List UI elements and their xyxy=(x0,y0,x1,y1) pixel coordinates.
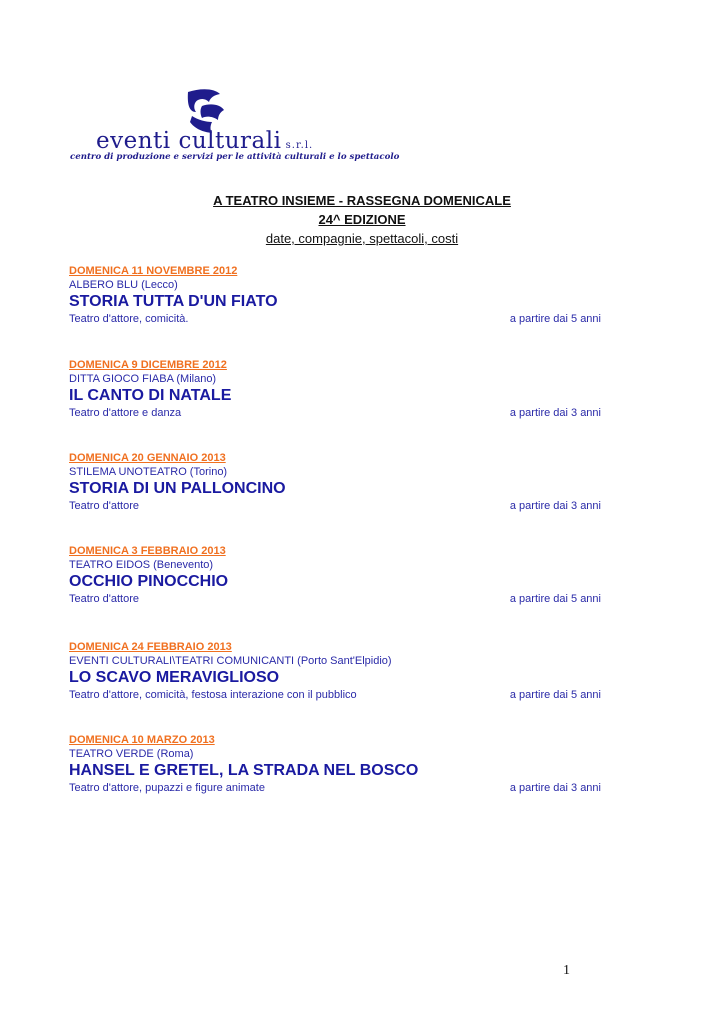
event-company: DITTA GIOCO FIABA (Milano) xyxy=(69,373,217,385)
event-title: STORIA TUTTA D'UN FIATO xyxy=(69,293,278,310)
event-genre: Teatro d'attore, comicità. xyxy=(69,313,189,325)
edition-heading: 24^ EDIZIONE xyxy=(318,212,406,227)
page-subtitle: date, compagnie, spettacoli, costi xyxy=(265,231,459,246)
event-age: a partire dai 3 anni xyxy=(509,407,601,419)
event-details xyxy=(69,499,601,513)
eventi-culturali-logo-icon xyxy=(180,86,228,134)
event-title: IL CANTO DI NATALE xyxy=(69,387,232,404)
event-details xyxy=(69,312,601,326)
event-entry xyxy=(69,264,601,326)
event-date: DOMENICA 24 FEBBRAIO 2013 xyxy=(69,641,232,653)
event-genre: Teatro d'attore xyxy=(69,593,139,605)
event-company: EVENTI CULTURALI\TEATRI COMUNICANTI (Porto Sant'Elpidio) xyxy=(69,655,392,667)
event-entry xyxy=(69,544,601,606)
event-age: a partire dai 3 anni xyxy=(509,500,601,512)
event-details xyxy=(69,781,601,795)
event-age: a partire dai 5 anni xyxy=(509,689,601,701)
company-logo xyxy=(66,86,400,168)
event-age: a partire dai 5 anni xyxy=(509,593,601,605)
event-title: LO SCAVO MERAVIGLIOSO xyxy=(69,669,280,686)
event-details xyxy=(69,592,601,606)
event-title: HANSEL E GRETEL, LA STRADA NEL BOSCO xyxy=(69,762,419,779)
page-title: A TEATRO INSIEME - RASSEGNA DOMENICALE xyxy=(213,193,511,208)
event-entry xyxy=(69,733,601,795)
event-company: ALBERO BLU (Lecco) xyxy=(69,279,178,291)
event-date: DOMENICA 11 NOVEMBRE 2012 xyxy=(69,265,238,277)
event-date: DOMENICA 10 MARZO 2013 xyxy=(69,734,215,746)
logo-tagline: centro di produzione e servizi per le attività culturali e lo spettacolo xyxy=(70,152,400,162)
event-entry xyxy=(69,640,601,702)
event-age: a partire dai 3 anni xyxy=(509,782,601,794)
event-details xyxy=(69,406,601,420)
event-genre: Teatro d'attore xyxy=(69,500,139,512)
event-title: OCCHIO PINOCCHIO xyxy=(69,573,229,590)
event-date: DOMENICA 9 DICEMBRE 2012 xyxy=(69,359,227,371)
event-entry xyxy=(69,451,601,513)
event-entry xyxy=(69,358,601,420)
event-genre: Teatro d'attore, comicità, festosa interazione con il pubblico xyxy=(69,689,357,701)
event-title: STORIA DI UN PALLONCINO xyxy=(69,480,286,497)
logo-company-name: eventi culturali s.r.l. xyxy=(96,128,314,154)
event-company: TEATRO VERDE (Roma) xyxy=(69,748,194,760)
event-age: a partire dai 5 anni xyxy=(509,313,601,325)
event-details xyxy=(69,688,601,702)
event-company: STILEMA UNOTEATRO (Torino) xyxy=(69,466,228,478)
page-number: 1 xyxy=(563,963,570,978)
event-date: DOMENICA 3 FEBBRAIO 2013 xyxy=(69,545,226,557)
event-date: DOMENICA 20 GENNAIO 2013 xyxy=(69,452,226,464)
event-company: TEATRO EIDOS (Benevento) xyxy=(69,559,214,571)
event-genre: Teatro d'attore, pupazzi e figure animate xyxy=(69,782,265,794)
event-genre: Teatro d'attore e danza xyxy=(69,407,182,419)
